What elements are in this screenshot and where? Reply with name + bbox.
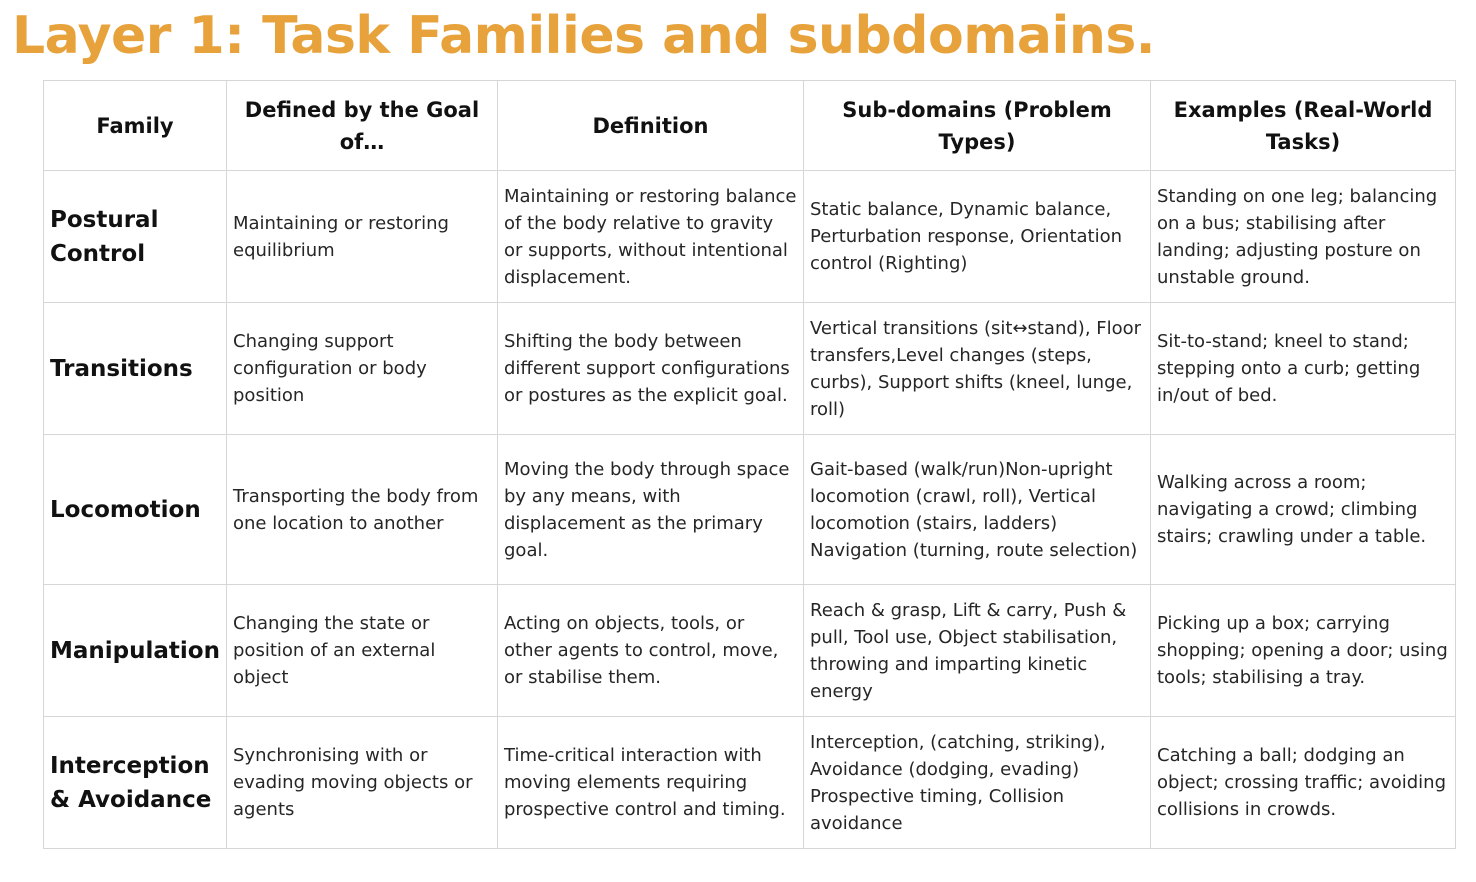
column-header-subdomains: Sub-domains (Problem Types) [804, 81, 1151, 171]
subdomains-cell: Static balance, Dynamic balance, Perturbation response, Orientation control (Righting) [804, 171, 1151, 303]
table-row [44, 435, 1456, 585]
examples-cell: Walking across a room; navigating a crowd; climbing stairs; crawling under a table. [1151, 435, 1456, 585]
goal-cell: Transporting the body from one location to another [227, 435, 498, 585]
subdomains-cell: Interception, (catching, striking), Avoidance (dodging, evading) Prospective timing, Collision avoidance [804, 717, 1151, 849]
family-cell: Transitions [44, 303, 227, 435]
subdomains-cell: Vertical transitions (sit↔stand), Floor transfers,Level changes (steps, curbs), Support shifts (kneel, lunge, roll) [804, 303, 1151, 435]
family-cell: Manipulation [44, 585, 227, 717]
definition-cell: Moving the body through space by any means, with displacement as the primary goal. [498, 435, 804, 585]
table-header-row [44, 81, 1456, 171]
goal-cell: Maintaining or restoring equilibrium [227, 171, 498, 303]
page-title: Layer 1: Task Families and subdomains. [12, 6, 1156, 66]
family-cell: Locomotion [44, 435, 227, 585]
table-row [44, 171, 1456, 303]
family-cell: Postural Control [44, 171, 227, 303]
family-cell: Interception & Avoidance [44, 717, 227, 849]
column-header-examples: Examples (Real-World Tasks) [1151, 81, 1456, 171]
column-header-goal: Defined by the Goal of… [227, 81, 498, 171]
table-row [44, 585, 1456, 717]
table-row [44, 717, 1456, 849]
examples-cell: Catching a ball; dodging an object; crossing traffic; avoiding collisions in crowds. [1151, 717, 1456, 849]
column-header-family: Family [44, 81, 227, 171]
task-families-table [43, 80, 1456, 849]
table-row [44, 303, 1456, 435]
definition-cell: Maintaining or restoring balance of the body relative to gravity or supports, without intentional displacement. [498, 171, 804, 303]
subdomains-cell: Reach & grasp, Lift & carry, Push & pull, Tool use, Object stabilisation, throwing and imparting kinetic energy [804, 585, 1151, 717]
goal-cell: Changing support configuration or body position [227, 303, 498, 435]
examples-cell: Picking up a box; carrying shopping; opening a door; using tools; stabilising a tray. [1151, 585, 1456, 717]
definition-cell: Acting on objects, tools, or other agents to control, move, or stabilise them. [498, 585, 804, 717]
goal-cell: Changing the state or position of an external object [227, 585, 498, 717]
subdomains-cell: Gait-based (walk/run)Non-upright locomotion (crawl, roll), Vertical locomotion (stairs, ladders) Navigation (turning, route selection) [804, 435, 1151, 585]
examples-cell: Standing on one leg; balancing on a bus; stabilising after landing; adjusting posture on unstable ground. [1151, 171, 1456, 303]
examples-cell: Sit-to-stand; kneel to stand; stepping onto a curb; getting in/out of bed. [1151, 303, 1456, 435]
definition-cell: Time-critical interaction with moving elements requiring prospective control and timing. [498, 717, 804, 849]
column-header-definition: Definition [498, 81, 804, 171]
goal-cell: Synchronising with or evading moving objects or agents [227, 717, 498, 849]
definition-cell: Shifting the body between different support configurations or postures as the explicit goal. [498, 303, 804, 435]
